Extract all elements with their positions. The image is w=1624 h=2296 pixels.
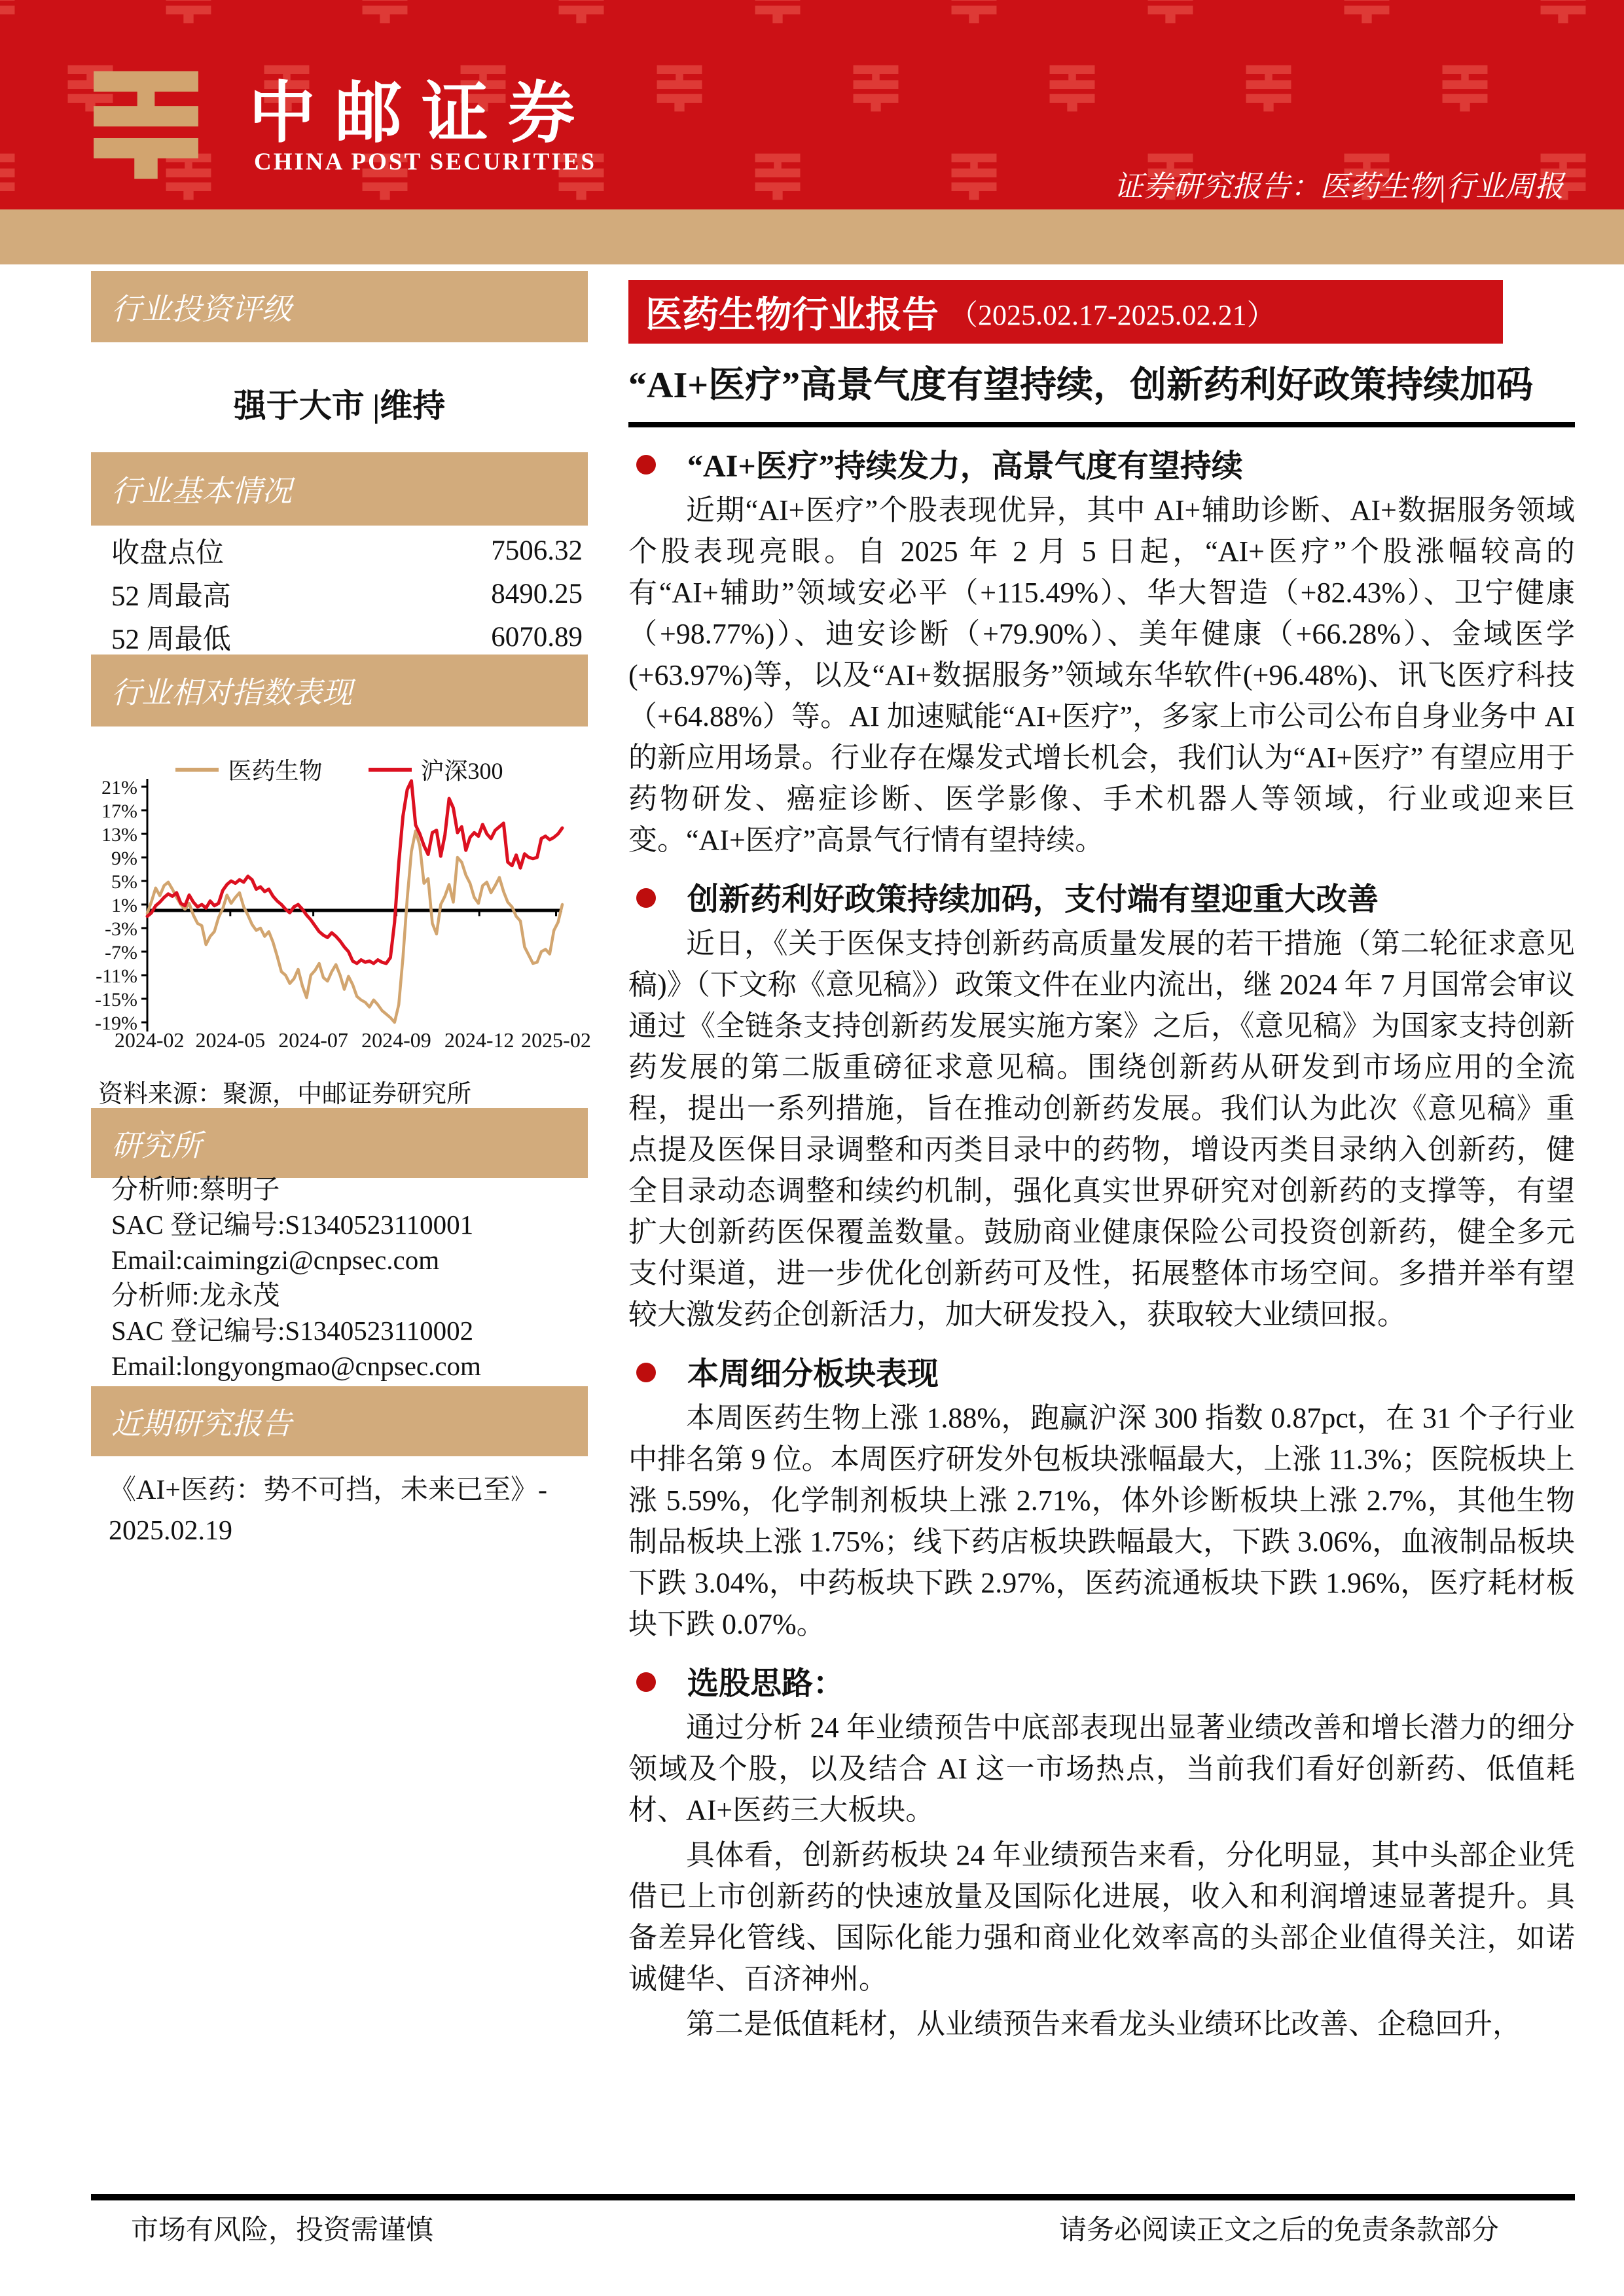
main-content [628,280,1575,2045]
sidebar-header-reports: 近期研究报告 [91,1386,588,1456]
sidebar [91,264,591,2194]
postal-logo-pattern-icon [0,0,24,29]
sidebar-header-rating: 行业投资评级 [91,271,588,342]
recent-report-item [109,1470,547,1551]
report-date: 2025 年 2 月 23 日 [1327,437,1556,470]
postal-logo-pattern-icon [550,0,613,29]
basics-value: 8490.25 [491,578,583,609]
recent-report-title: 《AI+医药：势不可挡，未来已至》- [109,1475,547,1505]
postal-logo-pattern-icon [943,147,1005,206]
analyst-email: Email:caimingzi@cnpsec.com [111,1245,440,1275]
basics-label: 52 周最高 [111,581,231,612]
analyst-email: Email:longyongmao@cnpsec.com [111,1351,481,1381]
sidebar-header-basics: 行业基本情况 [91,452,588,526]
postal-logo-pattern-icon [1139,0,1202,29]
postal-logo-pattern-icon [1041,59,1104,118]
banner-date-range: （2025.02.17-2025.02.21） [949,298,1276,331]
svg-text:2025-02: 2025-02 [521,1028,591,1052]
svg-text:2024-07: 2024-07 [278,1028,348,1052]
china-post-logo-icon [73,56,219,194]
section-heading-text: 创新药利好政策持续加码，支付端有望迎重大改善 [687,882,1379,917]
sidebar-header-chart: 行业相对指数表现 [91,655,588,726]
section-heading [628,1658,1575,1703]
basics-label: 52 周最低 [111,624,231,655]
relative-performance-chart [91,740,591,1067]
bullet-dot-icon [636,455,656,475]
svg-text:-7%: -7% [105,942,137,963]
section-heading-text: “AI+医疗”持续发力，高景气度有望持续 [687,449,1243,484]
bullet-dot-icon [636,1363,656,1382]
analyst-sac: SAC 登记编号:S1340523110002 [111,1316,474,1346]
section-paragraph: 近期“AI+医疗”个股表现优异，其中 AI+辅助诊断、AI+数据服务领域个股表现亮眼。自 2025 年 2 月 5 日起，“AI+医疗”个股涨幅较高的有“AI+辅助”领域安必平（+115.49%）、华大智造（+82.43%）、卫宁健康（+98.77%)）、迪安诊断（+79.90%）、美年健康（+66.28%）、金域医学(+63.97%)等，以及“AI+数据服务”领域东华软件(+96.48%)、讯飞医疗科技（+64.88%）等。AI 加速赋能“AI+医疗”，多家上市公司公布自身业务中 AI 的新应用场景。行业存在爆发式增长机会，我们认为“AI+医疗” 有望应用于药物研发、癌症诊断、医学影像、手术机器人等领域，行业或迎来巨变。“AI+医疗”高景气行情有望持续。 [628,494,1575,856]
svg-text:2024-02: 2024-02 [114,1028,185,1052]
analyst-block [111,1172,481,1384]
svg-text:-19%: -19% [95,1013,137,1034]
bullet-dot-icon [636,1672,656,1692]
page-title: “AI+医疗”高景气度有望持续，创新药利好政策持续加码 [628,365,1534,406]
svg-text:21%: 21% [101,777,137,798]
footer-disclaimer-note: 请务必阅读正文之后的免责条款部分 [1058,2215,1499,2246]
postal-logo-pattern-icon [1532,0,1595,29]
legend-label: 医药生物 [228,758,323,784]
section-heading-text: 选股思路： [687,1666,845,1701]
postal-logo-pattern-icon [353,0,416,29]
section-paragraph: 具体看，创新药板块 24 年业绩预告来看，分化明显，其中头部企业凭借已上市创新药的快速放量及国际化进展，收入和利润增速显著提升。具备差异化管线、国际化能力强和商业化效率高的头部企业值得关注，如诺诚健华、百济神州。 [628,1839,1575,1995]
postal-logo-pattern-icon [746,147,809,206]
brand-name-en: CHINA POST SECURITIES [254,149,596,175]
svg-text:1%: 1% [111,895,137,916]
analyst-name: 分析师:蔡明子 [111,1174,280,1204]
table-row [91,572,588,615]
chart-source: 资料来源：聚源，中邮证券研究所 [98,1081,472,1108]
section-heading-text: 本周细分板块表现 [687,1357,939,1391]
table-row [91,615,588,658]
title-divider [628,422,1575,427]
svg-text:-11%: -11% [96,965,137,987]
footer-divider [91,2194,1575,2200]
svg-text:5%: 5% [111,871,137,893]
section-paragraph: 通过分析 24 年业绩预告中底部表现出显著业绩改善和增长潜力的细分领域及个股，以及结合 AI 这一市场热点，当前我们看好创新药、低值耗材、AI+医药三大板块。 [628,1712,1575,1826]
section-paragraph: 第二是低值耗材，从业绩预告来看龙头业绩环比改善、企稳回升， [686,2008,1521,2040]
postal-logo-pattern-icon [1335,0,1398,29]
basics-value: 6070.89 [491,621,583,653]
section-heading [628,874,1575,919]
svg-text:9%: 9% [111,848,137,869]
section-heading [628,1348,1575,1393]
sidebar-header-institute: 研究所 [91,1108,588,1178]
bullet-dot-icon [636,888,656,908]
section-paragraph: 本周医药生物上涨 1.88%，跑赢沪深 300 指数 0.87pct，在 31 个子行业中排名第 9 位。本周医疗研发外包板块涨幅最大，上涨 11.3%；医院板块上涨 5.59%，化学制剂板块上涨 2.71%，体外诊断板块上涨 2.7%，其他生物制品板块上涨 1.75%；线下药店板块跌幅最大，下跌 3.06%，血液制品板块下跌 3.04%，中药板块下跌 2.97%，医药流通板块下跌 1.96%，医疗耗材板块下跌 0.07%。 [628,1402,1575,1640]
recent-report-date: 2025.02.19 [109,1516,232,1546]
postal-logo-pattern-icon [648,59,711,118]
footer-risk-note: 市场有风险，投资需谨慎 [131,2215,434,2246]
analyst-name: 分析师:龙永茂 [111,1280,280,1310]
section-heading [628,440,1575,486]
svg-text:17%: 17% [101,800,137,822]
header-banner [0,0,1624,209]
section-paragraph: 近日，《关于医保支持创新药高质量发展的若干措施（第二轮征求意见稿)》（下文称《意见稿》）政策文件在业内流出，继 2024 年 7 月国常会审议通过《全链条支持创新药发展实施方案》之后，《意见稿》为国家支持创新药发展的第二版重磅征求意见稿。围绕创新药从研发到市场应用的全流程，提出一系列措施，旨在推动创新药发展。我们认为此次《意见稿》重点提及医保目录调整和丙类目录中的药物，增设丙类目录纳入创新药，健全目录动态调整和续约机制，强化真实世界研究对创新药的支撑等，有望扩大创新药医保覆盖数量。鼓励商业健康保险公司投资创新药，健全多元支付渠道，进一步优化创新药可及性，拓展整体市场空间。多措并举有望较大激发药企创新活力，加大研发投入，获取较大业绩回报。 [628,927,1575,1331]
series-医药生物 [147,831,562,1023]
analyst-sac: SAC 登记编号:S1340523110001 [111,1210,474,1240]
banner-title: 医药生物行业报告 [645,295,939,336]
basics-value: 7506.32 [491,535,583,566]
postal-logo-pattern-icon [1237,59,1300,118]
svg-text:2024-05: 2024-05 [195,1028,266,1052]
report-title-banner [628,280,1503,344]
postal-logo-pattern-icon [844,59,907,118]
brand-name-cn: 中邮证券 [249,77,594,151]
svg-text:13%: 13% [101,824,137,846]
postal-logo-pattern-icon [0,147,24,206]
svg-text:-3%: -3% [105,918,137,940]
report-type-label: 证券研究报告：医药生物|行业周报 [1113,170,1564,203]
table-row [91,529,588,572]
basics-label: 收盘点位 [111,537,224,569]
svg-text:2024-09: 2024-09 [361,1028,431,1052]
postal-logo-pattern-icon [746,0,809,29]
postal-logo-pattern-icon [157,0,220,29]
legend-label: 沪深300 [420,758,503,784]
svg-text:-15%: -15% [95,989,137,1011]
postal-logo-pattern-icon [943,0,1005,29]
industry-rating-value: 强于大市 |维持 [233,387,446,424]
postal-logo-pattern-icon [1434,59,1496,118]
svg-text:2024-12: 2024-12 [444,1028,514,1052]
